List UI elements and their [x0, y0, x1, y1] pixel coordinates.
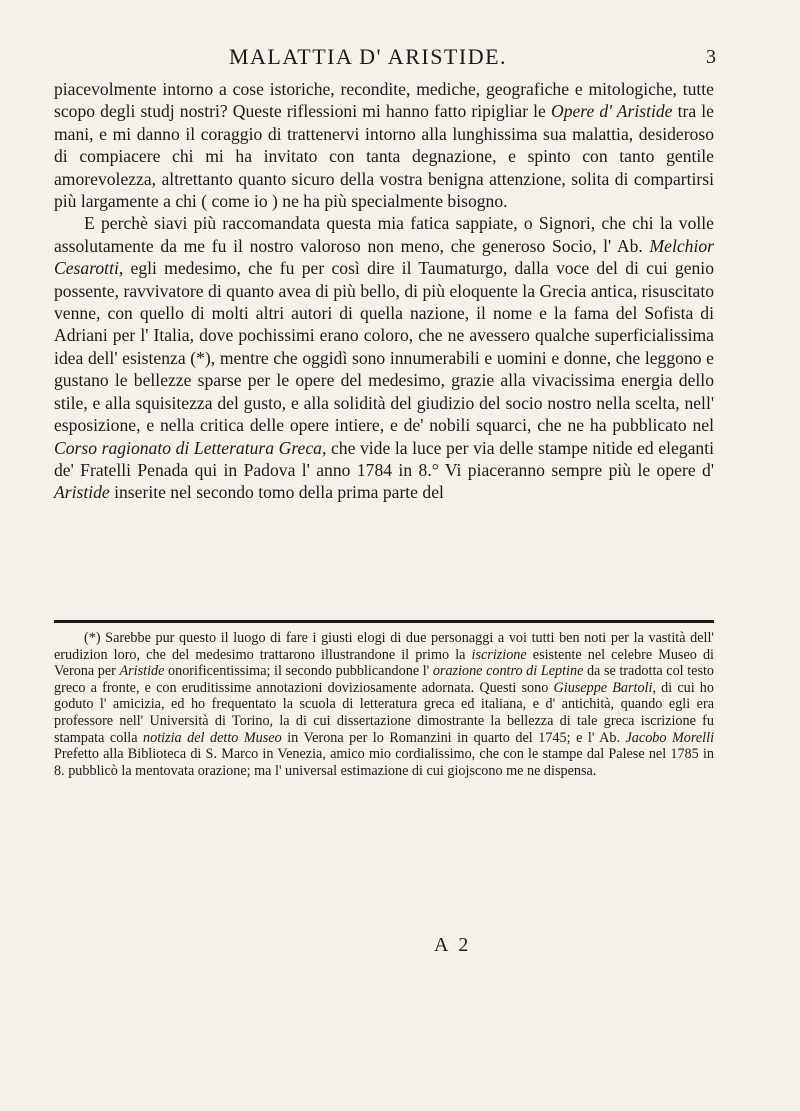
paragraph-2: [54, 212, 714, 503]
footnote-morelli: Jacobo Morelli: [625, 729, 715, 746]
footnote-notizia: notizia del detto Museo: [143, 729, 282, 746]
paragraph-2-text-c: , che vide la luce per via delle stampe nitide ed eleganti de' Fratelli Penada qui in Padova l' anno 1784 in 8.° Vi piaceranno sempre più le opere d': [54, 437, 714, 480]
footnote-text-f: in Verona per lo Romanzini in quarto del 1745; e l' Ab.: [281, 729, 626, 746]
paragraph-1-text-b: tra le mani, e mi danno il coraggio di trattenervi intorno alla lunghissima sua malattia, desideroso di compiacere chi mi ha invitato con tanta degnazione, e spinto con tanto gentile amorevolezza, altrettanto quanto sicuro della vostra benigna attenzione, solita di compartirsi più largamente a chi ( come io ) ne ha più specialmente bisogno.: [54, 101, 714, 212]
footnote-text-g: Prefetto alla Biblioteca di S. Marco in Venezia, amico mio cordialissimo, che con le stampe dal Palese nel 1785 in 8. pubblicò la mentovata orazione; ma l' universal estimazione di cui giojscono me ne dispensa.: [54, 746, 714, 779]
footnote-text-b: esistente nel celebre Museo di Verona per: [54, 646, 714, 680]
title-opere-aristide: Opere d' Aristide: [550, 101, 673, 122]
title-corso-ragionato: Corso ragionato di Letteratura Greca: [54, 437, 322, 458]
signature-mark: A 2: [434, 934, 472, 956]
footnote: [54, 630, 714, 779]
paragraph-2-text-b: , egli medesimo, che fu per così dire il Taumaturgo, dalla voce del di cui genio possente, ravvivatore di quanto avea di più bello, di più eloquente la Grecia antica, risuscitato venne, con quello di molti altri autori di quella nazione, il nome e la fama del Sofista di Adriani per l' Italia, dove pochissimi erano coloro, che ne avessero qualche superficialissima idea dell' esistenza (*), mentre che oggidì sono innumerabili e uomini e donne, che leggono e gustano le bellezze sparse per le opere del medesimo, grazie alla vivacissima energia dello stile, e alla squisitezza del gusto, e alla solidità del giudizio del socio nostro nella scelta, nell' esposizione, e nella critica delle opere intiere, e de' nobili squarci, che ne ha pubblicato nel: [54, 258, 714, 436]
running-head: MALATTIA D' ARISTIDE.: [228, 44, 508, 69]
name-aristide: Aristide: [54, 482, 110, 503]
name-cesarotti: Melchior Cesarotti: [54, 235, 714, 279]
main-text: [54, 78, 714, 504]
footnote-rule: [54, 620, 714, 623]
footnote-text-c: onorificentissima; il secondo pubblicandone l': [164, 663, 433, 680]
footnote-bartoli: Giuseppe Bartoli: [553, 679, 653, 696]
footnote-orazione: orazione contro di Leptine: [432, 663, 584, 680]
paragraph-2-text-d: inserite nel secondo tomo della prima parte del: [109, 482, 444, 503]
footnote-iscrizione: iscrizione: [471, 646, 527, 663]
paragraph-1-text-a: piacevolmente intorno a cose istoriche, recondite, mediche, geografiche e mitologiche, tutte scopo degli studj nostri? Queste riflessioni mi hanno fatto ripigliar le: [54, 79, 714, 122]
paragraph-2-text-a: E perchè siavi più raccomandata questa mia fatica sappiate, o Signori, che chi la volle assolutamente da me fu il nostro valoroso non meno, che generoso Socio, l' Ab.: [54, 213, 714, 256]
paragraph-1: [54, 78, 714, 212]
footnote-text-e: , di cui ho goduto l' amicizia, ed ho frequentato la scuola di letteratura greca ed italiana, e d' antichità, quando egli era professore nell' Università di Torino, la di cui dissertazione dimostrante la bellezza di tale greca iscrizione fu stampata colla: [54, 679, 714, 746]
footnote-text-d: da se tradotta col testo greco a fronte, e con eruditissime annotazioni doviziosamente adornata. Questi sono: [54, 663, 715, 696]
page-number: 3: [706, 46, 716, 68]
footnote-text-a: (*) Sarebbe pur questo il luogo di fare i giusti elogi di due personaggi a voi tutti ben noti per la vastità dell' erudizion loro, che del medesimo trattarono illustrandone il primo la: [54, 630, 714, 663]
footnote-aristide: Aristide: [119, 663, 165, 680]
